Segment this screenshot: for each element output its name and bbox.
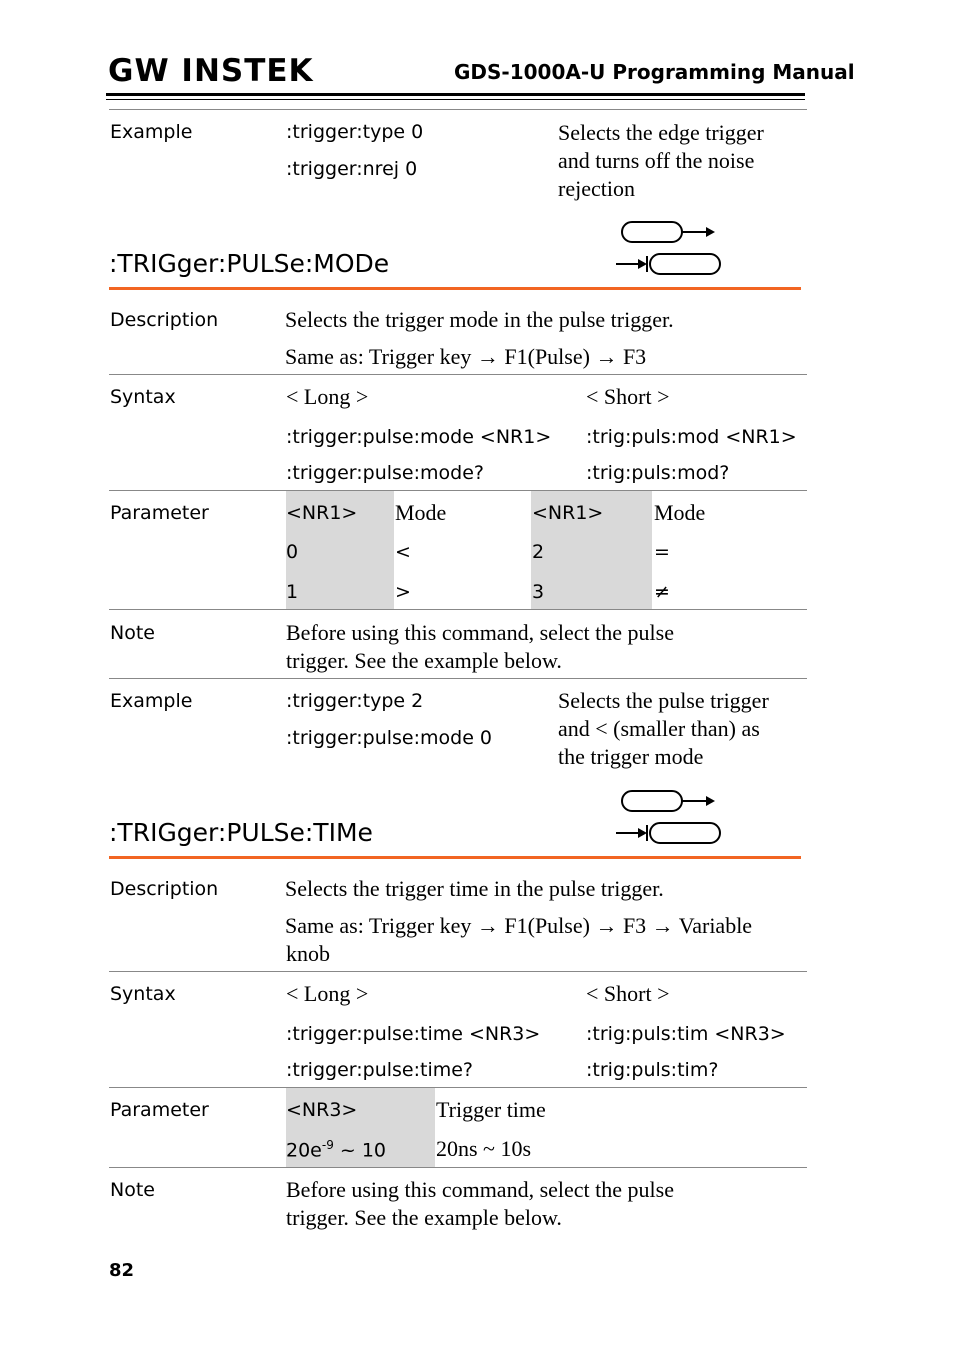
range-rest: ~ 10 [333,1139,387,1162]
section-title: :TRIGger:PULSe:MODe [109,249,390,278]
syntax-short-header: < Short > [586,981,670,1006]
description-label: Description [110,309,219,331]
note-label: Note [110,622,155,644]
section-rule [109,287,801,290]
description-text: knob [286,941,330,966]
parameter-range-desc: 20ns ~ 10s [436,1136,532,1161]
parameter-mode: ≠ [654,581,670,603]
description-label: Description [110,878,219,900]
brand-logo [108,53,314,89]
syntax-short-query: :trig:puls:tim? [586,1059,719,1081]
note-text: Before using this command, select the pulse [286,620,674,645]
parameter-label: Parameter [110,502,209,524]
parameter-mode: > [395,581,411,603]
syntax-short-set: :trig:puls:tim <NR3> [586,1023,786,1045]
set-query-icon [614,220,724,278]
divider [109,490,807,491]
syntax-label: Syntax [110,386,176,408]
example-label: Example [110,121,193,143]
parameter-header: Trigger time [436,1097,546,1122]
syntax-long-set: :trigger:pulse:mode <NR1> [286,426,552,448]
example-description: and < (smaller than) as [558,716,760,741]
parameter-value: 0 [286,541,299,563]
parameter-header: <NR1> [532,502,604,524]
parameter-mode: < [395,541,411,563]
description-text: Selects the trigger mode in the pulse trigger. [285,307,674,332]
divider [109,1167,807,1168]
description-text: Selects the trigger time in the pulse trigger. [285,876,664,901]
parameter-value: 1 [286,581,299,603]
parameter-value: 3 [532,581,545,603]
section-rule [109,856,801,859]
divider [109,1087,807,1088]
divider [109,971,807,972]
parameter-mode: = [654,541,670,563]
note-label: Note [110,1179,155,1201]
example-description: rejection [558,176,635,201]
range-base: 20e [286,1139,322,1162]
header-rule-thick [106,93,805,96]
syntax-long-header: < Long > [286,384,369,409]
example-description: and turns off the noise [558,148,755,173]
set-query-icon [614,789,724,847]
header-rule-thin [106,99,805,100]
parameter-header: <NR1> [286,502,358,524]
parameter-value: 2 [532,541,545,563]
syntax-short-header: < Short > [586,384,670,409]
note-text: Before using this command, select the pulse [286,1177,674,1202]
parameter-header: Mode [654,500,706,525]
parameter-header: Mode [395,500,447,525]
divider [109,374,807,375]
syntax-long-query: :trigger:pulse:time? [286,1059,474,1081]
divider [109,678,807,679]
manual-title: GDS-1000A-U Programming Manual [454,60,855,84]
parameter-header: <NR3> [286,1099,358,1121]
note-text: trigger. See the example below. [286,648,562,673]
syntax-short-set: :trig:puls:mod <NR1> [586,426,797,448]
divider [109,609,807,610]
range-exponent: -9 [321,1138,334,1152]
example-description: the trigger mode [558,744,704,769]
parameter-range [286,1138,386,1161]
parameter-label: Parameter [110,1099,209,1121]
syntax-long-set: :trigger:pulse:time <NR3> [286,1023,541,1045]
example-command: :trigger:type 2 [286,690,424,712]
page-number: 82 [109,1260,135,1281]
example-command: :trigger:nrej 0 [286,158,418,180]
example-description: Selects the pulse trigger [558,688,769,713]
syntax-label: Syntax [110,983,176,1005]
example-description: Selects the edge trigger [558,120,764,145]
example-command: :trigger:pulse:mode 0 [286,727,493,749]
note-text: trigger. See the example below. [286,1205,562,1230]
syntax-long-header: < Long > [286,981,369,1006]
divider [109,109,807,110]
example-label: Example [110,690,193,712]
section-title: :TRIGger:PULSe:TIMe [109,818,373,847]
example-command: :trigger:type 0 [286,121,424,143]
description-text: Same as: Trigger key → F1(Pulse) → F3 → Variable [285,913,753,938]
syntax-short-query: :trig:puls:mod? [586,462,730,484]
description-text: Same as: Trigger key → F1(Pulse) → F3 [285,344,647,369]
svg-text:GW INSTEK: GW INSTEK [108,53,314,89]
syntax-long-query: :trigger:pulse:mode? [286,462,484,484]
